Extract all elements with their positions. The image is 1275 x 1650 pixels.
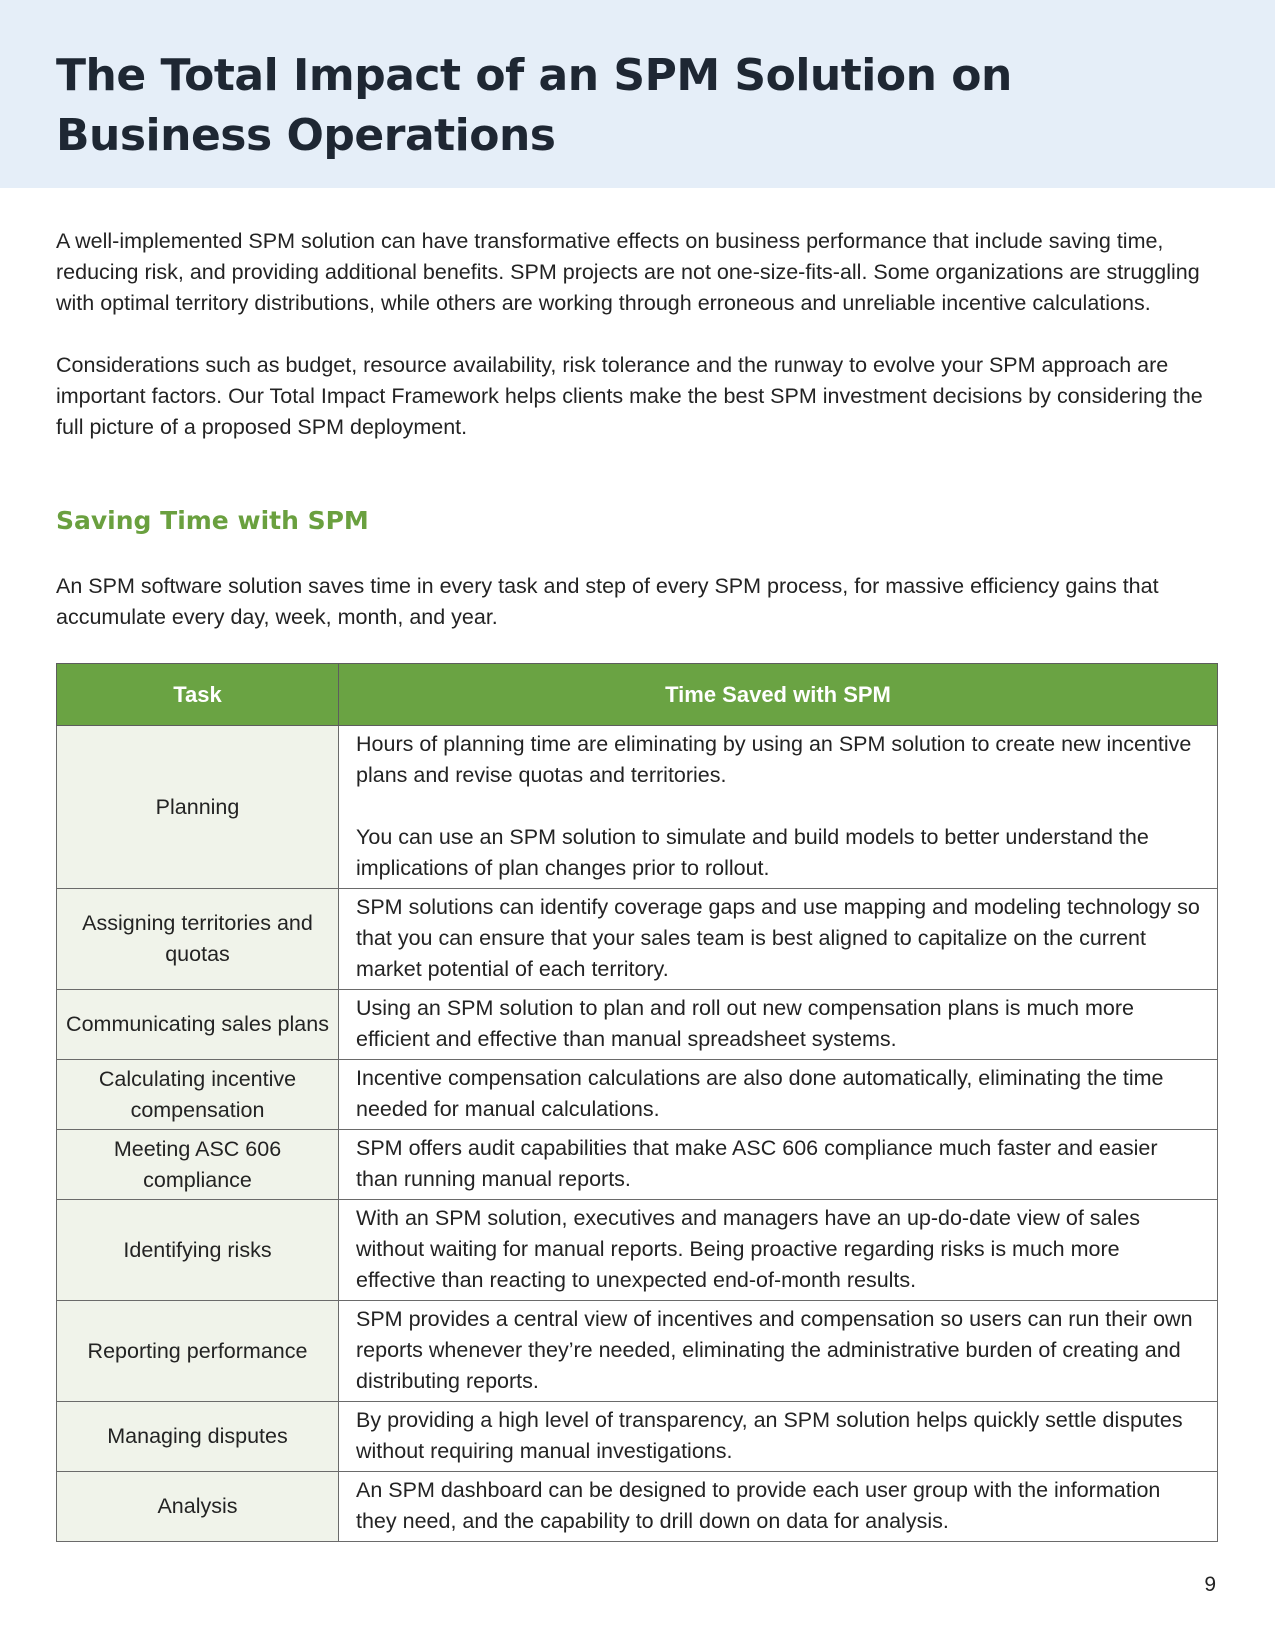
time-saved-table: [56, 663, 1218, 1542]
description-text: Using an SPM solution to plan and roll out new compensation plans is much more efficient and effective than manual spreadsheet systems.: [356, 996, 1134, 1051]
task-cell: Communicating sales plans: [57, 990, 339, 1060]
table-row: [57, 1402, 1218, 1472]
table-row: [57, 1301, 1218, 1402]
description-text: With an SPM solution, executives and managers have an up-do-date view of sales without waiting for manual reports. Being proactive regarding risks is much more effective than reacting to unexpected end-of-month results.: [356, 1206, 1140, 1292]
description-text: By providing a high level of transparency, an SPM solution helps quickly settle disputes without requiring manual investigations.: [356, 1408, 1183, 1463]
description-cell: [339, 889, 1218, 990]
description-text: Hours of planning time are eliminating by using an SPM solution to create new incentive plans and revise quotas and territories.: [356, 732, 1192, 787]
description-text: You can use an SPM solution to simulate and build models to better understand the implications of plan changes prior to rollout.: [356, 825, 1149, 880]
task-cell: Analysis: [57, 1472, 339, 1542]
intro-paragraph: Considerations such as budget, resource availability, risk tolerance and the runway to evolve your SPM approach are important factors. Our Total Impact Framework helps clients make the best SPM investment decisions by considering the full picture of a proposed SPM deployment.: [56, 353, 1203, 439]
task-cell: Identifying risks: [57, 1200, 339, 1301]
description-text: SPM provides a central view of incentives and compensation so users can run their own reports whenever they’re needed, eliminating the administrative burden of creating and distributing reports.: [356, 1307, 1193, 1393]
intro: [56, 226, 1216, 474]
table-row: [57, 889, 1218, 990]
column-header-time-saved: Time Saved with SPM: [339, 664, 1218, 726]
description-text: SPM solutions can identify coverage gaps and use mapping and modeling technology so that you can ensure that your sales team is best aligned to capitalize on the current market potential of each territory.: [356, 895, 1200, 981]
page-title: The Total Impact of an SPM Solution on Business Operations: [56, 50, 1012, 161]
description-cell: [339, 1060, 1218, 1130]
task-cell: Calculating incentive compensation: [57, 1060, 339, 1130]
task-cell: Meeting ASC 606 compliance: [57, 1130, 339, 1200]
description-cell: [339, 1472, 1218, 1542]
intro-paragraph: A well-implemented SPM solution can have transformative effects on business performance that include saving time, reducing risk, and providing additional benefits. SPM projects are not one-size-fits-all. Some organizations are struggling with optimal territory distributions, while others are working through erroneous and unreliable incentive calculations.: [56, 229, 1200, 315]
table-row: [57, 1200, 1218, 1301]
table-row: [57, 990, 1218, 1060]
task-cell: Reporting performance: [57, 1301, 339, 1402]
description-cell: [339, 726, 1218, 889]
description-cell: [339, 1301, 1218, 1402]
table-row: [57, 1130, 1218, 1200]
description-text: Incentive compensation calculations are also done automatically, eliminating the time needed for manual calculations.: [356, 1066, 1164, 1121]
task-cell: Planning: [57, 726, 339, 889]
section-intro: An SPM software solution saves time in every task and step of every SPM process, for massive efficiency gains that accumulate every day, week, month, and year.: [56, 574, 1159, 629]
table-row: [57, 1060, 1218, 1130]
task-cell: Assigning territories and quotas: [57, 889, 339, 990]
column-header-task: Task: [57, 664, 339, 726]
description-cell: [339, 1402, 1218, 1472]
description-text: An SPM dashboard can be designed to provide each user group with the information they need, and the capability to drill down on data for analysis.: [356, 1478, 1161, 1533]
table-row: [57, 1472, 1218, 1542]
page-number: 9: [1204, 1573, 1216, 1596]
description-cell: [339, 990, 1218, 1060]
table-row: [57, 726, 1218, 889]
description-cell: [339, 1130, 1218, 1200]
task-cell: Managing disputes: [57, 1402, 339, 1472]
section-heading: Saving Time with SPM: [56, 506, 369, 535]
description-cell: [339, 1200, 1218, 1301]
description-text: SPM offers audit capabilities that make ASC 606 compliance much faster and easier than running manual reports.: [356, 1136, 1158, 1191]
table-header-row: [57, 664, 1218, 726]
